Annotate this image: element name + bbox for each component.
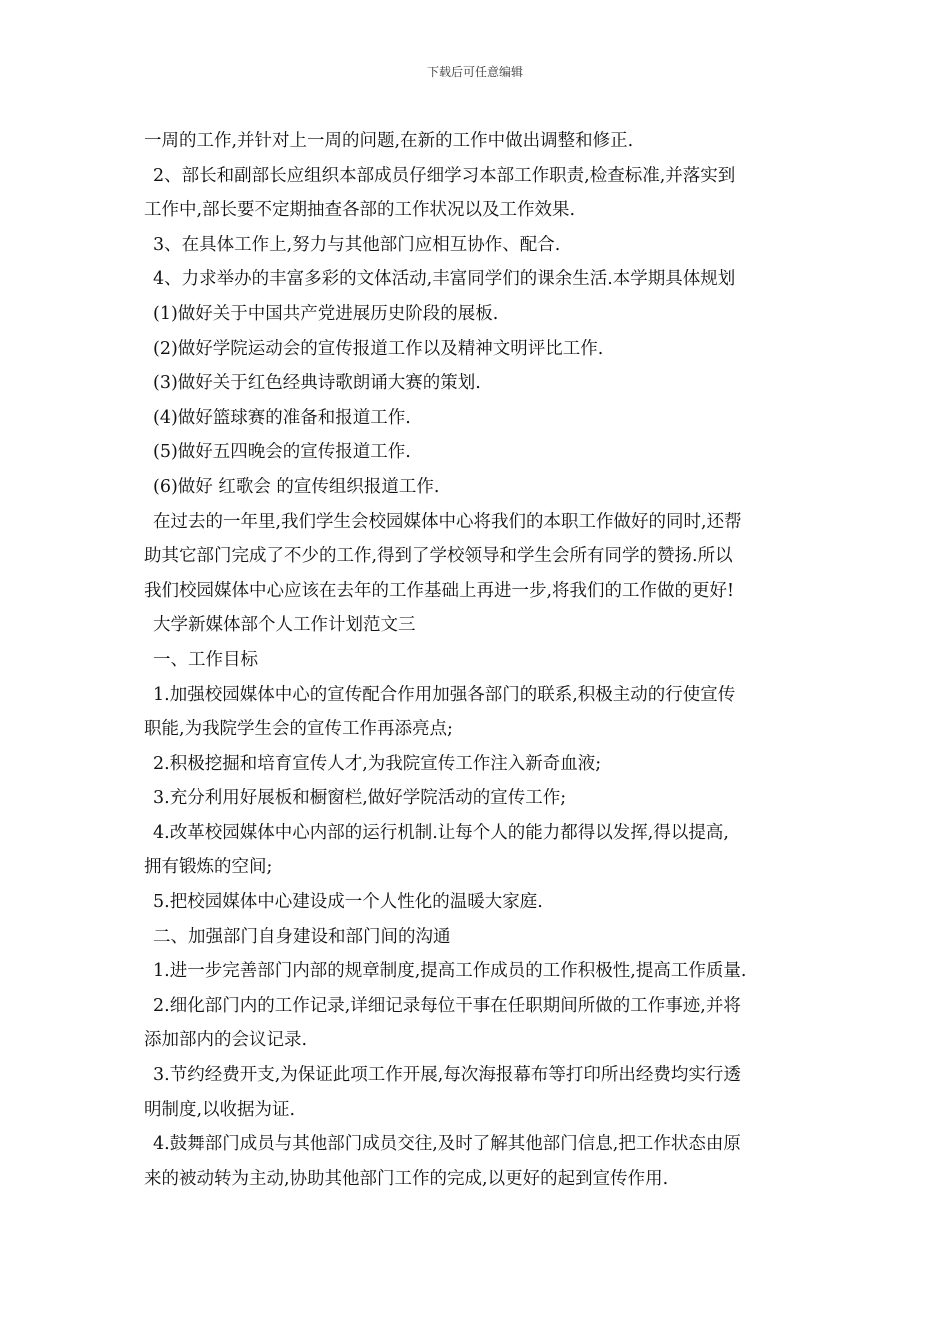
text-line: 我们校园媒体中心应该在去年的工作基础上再进一步,将我们的工作做的更好! [144,580,735,601]
text-line: (2)做好学院运动会的宣传报道工作以及精神文明评比工作. [153,338,604,359]
text-line: 拥有锻炼的空间; [144,857,273,878]
text-line: 3.充分利用好展板和橱窗栏,做好学院活动的宣传工作; [153,788,567,809]
text-line: (5)做好五四晚会的宣传报道工作. [153,442,411,463]
document-body [144,124,824,1196]
text-line: 4.改革校园媒体中心内部的运行机制.让每个人的能力都得以发挥,得以提高, [153,822,729,843]
text-line: 1.进一步完善部门内部的规章制度,提高工作成员的工作积极性,提高工作质量. [153,961,747,982]
page-header: 下载后可任意编辑 [426,65,523,79]
text-line: 来的被动转为主动,协助其他部门工作的完成,以更好的起到宣传作用. [144,1168,669,1189]
text-line: (3)做好关于红色经典诗歌朗诵大赛的策划. [153,373,481,394]
text-line: 职能,为我院学生会的宣传工作再添亮点; [144,719,453,740]
text-line: (1)做好关于中国共产党进展历史阶段的展板. [153,303,499,324]
text-line: 3、在具体工作上,努力与其他部门应相互协作、配合. [153,234,561,255]
text-line: 在过去的一年里,我们学生会校园媒体中心将我们的本职工作做好的同时,还帮 [153,511,742,532]
text-line: 二、加强部门自身建设和部门间的沟通 [153,926,451,947]
text-line: 3.节约经费开支,为保证此项工作开展,每次海报幕布等打印所出经费均实行透 [153,1065,741,1086]
text-line: (4)做好篮球赛的准备和报道工作. [153,407,411,428]
text-line: 5.把校园媒体中心建设成一个人性化的温暖大家庭. [153,892,543,913]
text-line: 大学新媒体部个人工作计划范文三 [153,615,416,636]
text-line: (6)做好 红歌会 的宣传组织报道工作. [153,476,440,497]
text-line: 2、部长和副部长应组织本部成员仔细学习本部工作职责,检查标准,并落实到 [153,165,736,186]
text-line: 4、力求举办的丰富多彩的文体活动,丰富同学们的课余生活.本学期具体规划 [153,269,736,290]
text-line: 一、工作目标 [153,649,258,670]
text-line: 2.细化部门内的工作记录,详细记录每位干事在任职期间所做的工作事迹,并将 [153,995,741,1016]
text-line: 4.鼓舞部门成员与其他部门成员交往,及时了解其他部门信息,把工作状态由原 [153,1134,741,1155]
text-line: 助其它部门完成了不少的工作,得到了学校领导和学生会所有同学的赞扬.所以 [144,546,733,567]
text-line: 添加部内的会议记录. [144,1030,308,1051]
text-line: 工作中,部长要不定期抽查各部的工作状况以及工作效果. [144,200,576,221]
text-line: 1.加强校园媒体中心的宣传配合作用加强各部门的联系,积极主动的行使宣传 [153,684,736,705]
text-line: 明制度,以收据为证. [144,1099,296,1120]
text-line: 一周的工作,并针对上一周的问题,在新的工作中做出调整和修正. [144,131,634,151]
text-line: 2.积极挖掘和培育宣传人才,为我院宣传工作注入新奇血液; [153,753,602,774]
